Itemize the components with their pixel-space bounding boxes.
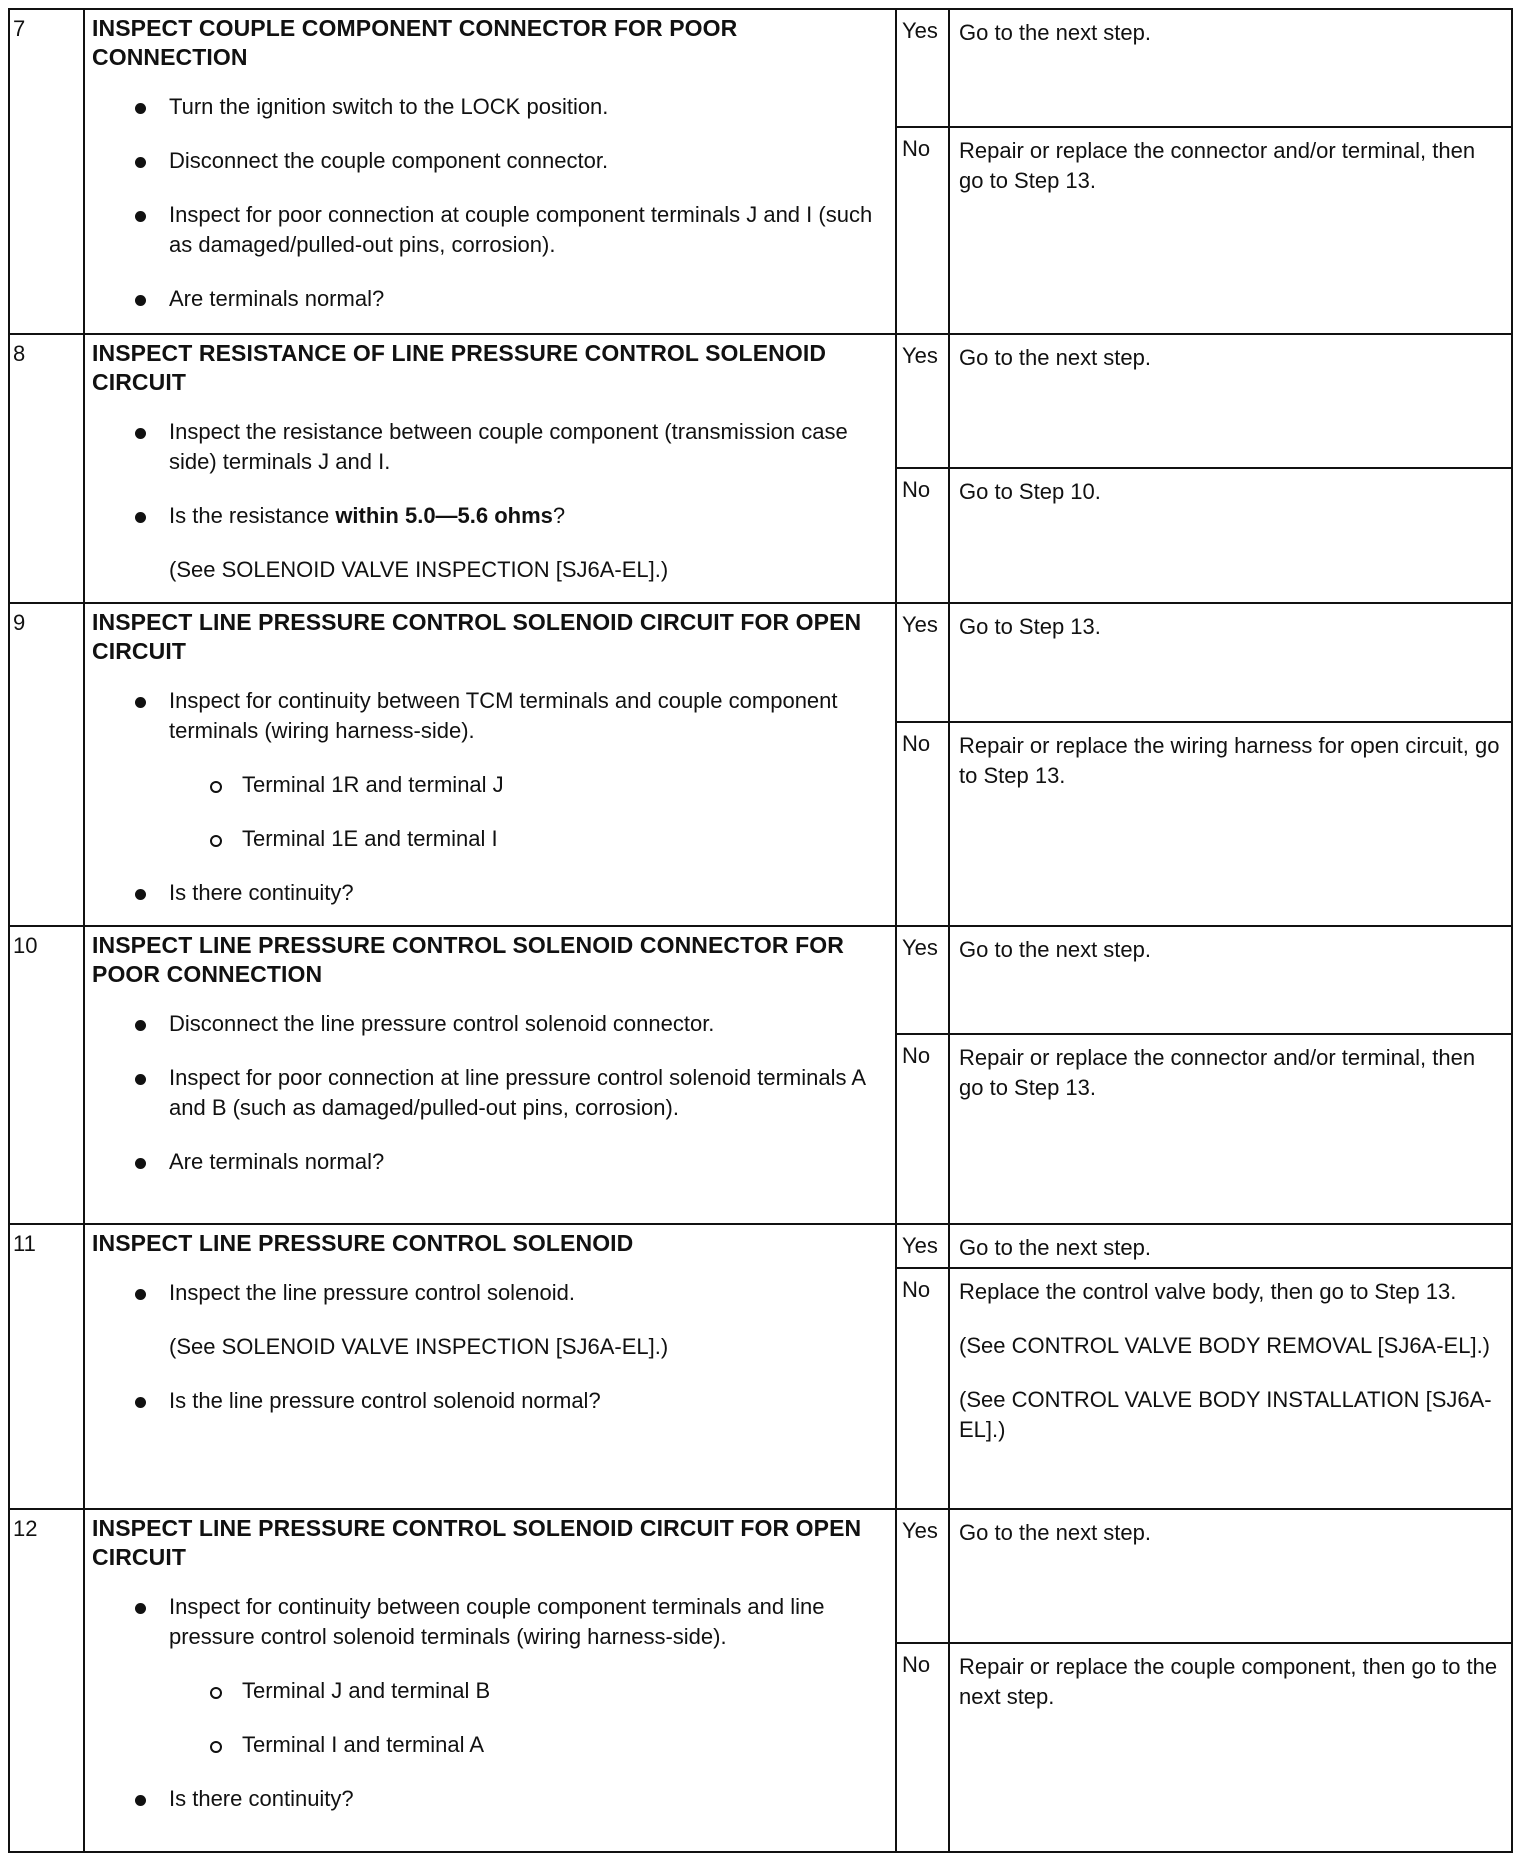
bullet-dot-icon bbox=[135, 157, 146, 168]
reference-note: (See SOLENOID VALVE INSPECTION [SJ6A-EL].) bbox=[169, 557, 669, 582]
bullet-item: Are terminals normal? bbox=[92, 1147, 887, 1177]
hollow-bullet-icon bbox=[210, 781, 222, 793]
answers-cell bbox=[897, 1225, 1511, 1508]
diagnostic-procedure-table bbox=[8, 8, 1513, 1853]
sub-item: Terminal 1R and terminal J bbox=[92, 770, 887, 800]
no-answer bbox=[897, 126, 1511, 333]
resistance-spec: within 5.0—5.6 ohms bbox=[335, 503, 553, 528]
reference-note: (See SOLENOID VALVE INSPECTION [SJ6A-EL].) bbox=[169, 1334, 669, 1359]
bullet-dot-icon bbox=[135, 1158, 146, 1169]
bullet-item: Is the line pressure control solenoid normal? bbox=[92, 1386, 887, 1416]
bullet-dot-icon bbox=[135, 889, 146, 900]
bullet-dot-icon bbox=[135, 428, 146, 439]
yes-label: Yes bbox=[897, 10, 950, 126]
bullet-item: Inspect the resistance between couple component (transmission case side) terminals J and I. bbox=[92, 417, 887, 477]
yes-action: Go to the next step. bbox=[959, 345, 1152, 370]
bullet-dot-icon bbox=[135, 697, 146, 708]
yes-answer bbox=[897, 335, 1511, 467]
bullet-item: Inspect for continuity between TCM terminals and couple component terminals (wiring harness-side). bbox=[92, 686, 887, 746]
hollow-bullet-icon bbox=[210, 1687, 222, 1699]
bullet-item: Is there continuity? bbox=[92, 1784, 887, 1814]
yes-action: Go to the next step. bbox=[959, 1235, 1152, 1260]
yes-answer bbox=[897, 927, 1511, 1033]
step-title: INSPECT LINE PRESSURE CONTROL SOLENOID CONNECTOR FOR POOR CONNECTION bbox=[92, 932, 844, 987]
reference-note: (See CONTROL VALVE BODY REMOVAL [SJ6A-EL].) bbox=[959, 1333, 1491, 1358]
reference-note: (See CONTROL VALVE BODY INSTALLATION [SJ6A-EL].) bbox=[959, 1387, 1492, 1442]
table-row-step-8 bbox=[10, 335, 1511, 604]
yes-label: Yes bbox=[897, 1225, 950, 1267]
step-number: 8 bbox=[10, 335, 85, 602]
bullet-item: Disconnect the line pressure control solenoid connector. bbox=[92, 1009, 887, 1039]
no-answer bbox=[897, 1267, 1511, 1508]
bullet-item: Inspect for continuity between couple component terminals and line pressure control solenoid terminals (wiring harness-side). bbox=[92, 1592, 887, 1652]
inspection-cell bbox=[85, 604, 897, 925]
no-action: Go to Step 10. bbox=[959, 479, 1101, 504]
yes-action: Go to the next step. bbox=[959, 20, 1152, 45]
step-title: INSPECT COUPLE COMPONENT CONNECTOR FOR POOR CONNECTION bbox=[92, 15, 738, 70]
step-number: 11 bbox=[10, 1225, 85, 1508]
hollow-bullet-icon bbox=[210, 1741, 222, 1753]
table-row-step-12 bbox=[10, 1510, 1511, 1851]
yes-answer bbox=[897, 604, 1511, 721]
no-label: No bbox=[897, 1644, 950, 1851]
inspection-cell bbox=[85, 927, 897, 1223]
no-action: Repair or replace the connector and/or terminal, then go to Step 13. bbox=[959, 138, 1476, 193]
step-number: 9 bbox=[10, 604, 85, 925]
step-number: 12 bbox=[10, 1510, 85, 1851]
yes-answer bbox=[897, 1225, 1511, 1267]
bullet-item: Turn the ignition switch to the LOCK position. bbox=[92, 92, 887, 122]
bullet-dot-icon bbox=[135, 211, 146, 222]
bullet-item: Inspect for poor connection at couple component terminals J and I (such as damaged/pulled-out pins, corrosion). bbox=[92, 200, 887, 260]
bullet-item: Is the resistance within 5.0—5.6 ohms? bbox=[92, 501, 887, 531]
step-title: INSPECT RESISTANCE OF LINE PRESSURE CONTROL SOLENOID CIRCUIT bbox=[92, 340, 827, 395]
yes-label: Yes bbox=[897, 335, 950, 467]
step-number: 7 bbox=[10, 10, 85, 333]
no-answer bbox=[897, 467, 1511, 602]
sub-item: Terminal I and terminal A bbox=[92, 1730, 887, 1760]
sub-item: Terminal 1E and terminal I bbox=[92, 824, 887, 854]
yes-answer bbox=[897, 1510, 1511, 1642]
bullet-item: Inspect the line pressure control solenoid. bbox=[92, 1278, 887, 1308]
step-title: INSPECT LINE PRESSURE CONTROL SOLENOID bbox=[92, 1230, 634, 1256]
no-answer bbox=[897, 1642, 1511, 1851]
yes-action: Go to the next step. bbox=[959, 937, 1152, 962]
answers-cell bbox=[897, 10, 1511, 333]
no-answer bbox=[897, 721, 1511, 925]
no-action: Repair or replace the connector and/or terminal, then go to Step 13. bbox=[959, 1045, 1476, 1100]
no-label: No bbox=[897, 128, 950, 333]
no-action bbox=[950, 1269, 1511, 1508]
no-action: Repair or replace the couple component, then go to the next step. bbox=[959, 1654, 1498, 1709]
no-label: No bbox=[897, 723, 950, 925]
table-row-step-11 bbox=[10, 1225, 1511, 1510]
bullet-dot-icon bbox=[135, 1603, 146, 1614]
answers-cell bbox=[897, 1510, 1511, 1851]
no-answer bbox=[897, 1033, 1511, 1223]
inspection-cell bbox=[85, 1225, 897, 1508]
bullet-dot-icon bbox=[135, 512, 146, 523]
table-row-step-7 bbox=[10, 10, 1511, 335]
inspection-cell bbox=[85, 10, 897, 333]
sub-item: Terminal J and terminal B bbox=[92, 1676, 887, 1706]
bullet-item: Are terminals normal? bbox=[92, 284, 887, 314]
step-title: INSPECT LINE PRESSURE CONTROL SOLENOID CIRCUIT FOR OPEN CIRCUIT bbox=[92, 1515, 862, 1570]
step-number: 10 bbox=[10, 927, 85, 1223]
hollow-bullet-icon bbox=[210, 835, 222, 847]
answers-cell bbox=[897, 604, 1511, 925]
no-label: No bbox=[897, 1035, 950, 1223]
answers-cell bbox=[897, 335, 1511, 602]
no-action: Repair or replace the wiring harness for open circuit, go to Step 13. bbox=[959, 733, 1500, 788]
yes-label: Yes bbox=[897, 927, 950, 1033]
bullet-item: Disconnect the couple component connector. bbox=[92, 146, 887, 176]
yes-label: Yes bbox=[897, 604, 950, 721]
bullet-dot-icon bbox=[135, 1020, 146, 1031]
yes-answer bbox=[897, 10, 1511, 126]
inspection-cell bbox=[85, 335, 897, 602]
bullet-dot-icon bbox=[135, 1795, 146, 1806]
no-label: No bbox=[897, 469, 950, 602]
bullet-dot-icon bbox=[135, 1289, 146, 1300]
bullet-dot-icon bbox=[135, 295, 146, 306]
inspection-cell bbox=[85, 1510, 897, 1851]
yes-action: Go to the next step. bbox=[959, 1520, 1152, 1545]
bullet-dot-icon bbox=[135, 1074, 146, 1085]
no-action-line: Replace the control valve body, then go to Step 13. bbox=[959, 1279, 1457, 1304]
bullet-dot-icon bbox=[135, 1397, 146, 1408]
bullet-item: Is there continuity? bbox=[92, 878, 887, 908]
table-row-step-9 bbox=[10, 604, 1511, 927]
step-title: INSPECT LINE PRESSURE CONTROL SOLENOID CIRCUIT FOR OPEN CIRCUIT bbox=[92, 609, 862, 664]
yes-label: Yes bbox=[897, 1510, 950, 1642]
answers-cell bbox=[897, 927, 1511, 1223]
table-row-step-10 bbox=[10, 927, 1511, 1225]
bullet-item: Inspect for poor connection at line pressure control solenoid terminals A and B (such as damaged/pulled-out pins, corrosion). bbox=[92, 1063, 887, 1123]
yes-action: Go to Step 13. bbox=[959, 614, 1101, 639]
bullet-dot-icon bbox=[135, 103, 146, 114]
no-label: No bbox=[897, 1269, 950, 1508]
